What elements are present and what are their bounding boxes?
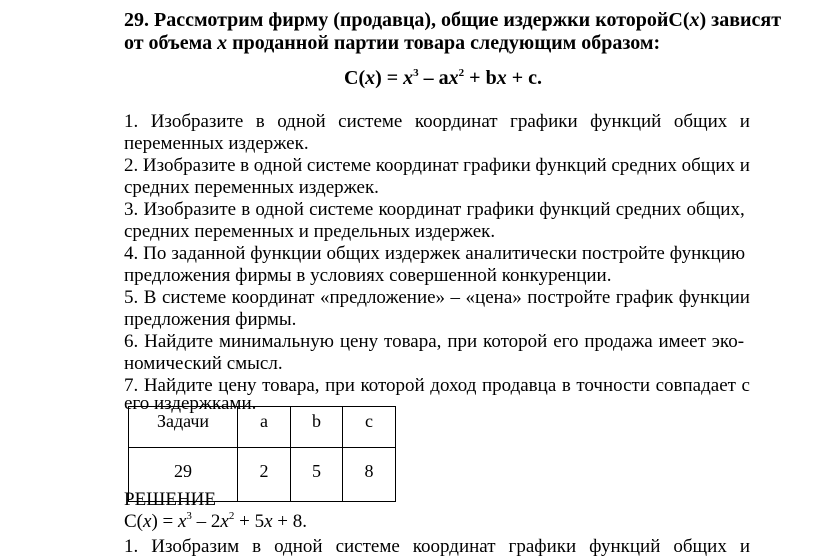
word: которой [483,331,548,352]
task-1-line1 [124,111,750,133]
title-text: проданной партии товара следующим образом: [227,32,661,54]
formula-part: x [403,67,414,89]
word: в [561,375,571,396]
solution-heading: РЕШЕНИЕ [124,489,216,510]
word: при [325,375,355,396]
solution-step-1-line1 [124,536,750,558]
word: координат [414,111,498,132]
word: доход [430,375,477,396]
formula-part: + b [464,67,497,89]
formula-part: C( [124,511,143,532]
word: которой [360,375,425,396]
formula-exponent: 3 [186,510,192,522]
word: в [255,111,265,132]
word: имеет [658,331,706,352]
formula-part: C( [344,67,366,89]
formula-exponent: 2 [228,510,235,522]
word: минимальную [218,331,334,352]
word: графики [510,111,578,132]
word: цену [218,375,257,396]
title-text: от объема [124,32,218,54]
formula-part: + 8. [272,511,307,532]
parameters-table [128,406,396,502]
word: и [739,111,750,132]
word: и [739,536,750,557]
word: и [739,155,750,176]
word: одной [255,199,304,220]
task-3-line1 [124,199,750,221]
task-2-line1 [124,155,750,177]
word: одной [277,111,326,132]
word: «предложение» [319,287,446,308]
title-var: x [217,32,228,54]
table-header-cell: b [291,407,343,448]
word: системе [161,287,227,308]
word: 3. [124,199,139,220]
title-text: ) зависят [699,9,782,31]
solution-formula [124,511,307,533]
formula-part: x [177,511,187,532]
title-text: С( [668,9,690,31]
word: в [241,199,251,220]
word: Изобразите [142,155,236,176]
word: продавца [481,375,557,396]
word: системе [306,155,372,176]
table-header-cell: c [343,407,396,448]
word: 1. [124,111,139,132]
problem-title-line2 [124,32,660,54]
table-cell: 29 [129,448,238,502]
word: функции [250,243,322,264]
word: цену [339,331,379,352]
word: средних [615,199,682,220]
task-6-line1 [124,331,750,353]
table-cell: 2 [238,448,291,502]
formula-part: x [264,511,273,532]
word: системе [309,199,374,220]
word: – [450,287,461,308]
table-header-row [129,407,396,448]
word: общих [681,155,736,176]
formula-part: ) = [151,511,178,532]
task-2-line2: средних переменных издержек. [124,177,379,198]
formula-part: – a [418,67,449,89]
word: средних [611,155,677,176]
word: координат [412,536,496,557]
word: координат [231,287,315,308]
title-text: 29. Рассмотрим фирму (продавца), общие издержки которой [124,9,669,31]
task-1-line2: переменных издержек. [124,133,309,154]
word: при [447,331,478,352]
word: график [615,287,674,308]
word: 1. [124,536,139,557]
formula-part: + c. [506,67,542,89]
formula-part: ) = [375,67,404,89]
problem-title-line1 [124,9,782,31]
word: эко- [711,331,745,352]
word: одной [253,155,303,176]
word: 5. [124,287,139,308]
word: графики [508,536,577,557]
task-5-line1 [124,287,750,309]
word: точности [576,375,651,396]
formula-part: + 5 [234,511,265,532]
word: товара, [262,375,320,396]
word: общих [673,111,728,132]
word: По [143,243,167,264]
formula-part: x [220,511,229,532]
formula-part: x [365,67,376,89]
word: аналитически [465,243,577,264]
cost-formula [344,67,542,89]
task-5-line2: предложения фирмы. [124,309,297,330]
word: с [741,375,750,396]
word: Найдите [143,375,213,396]
table-cell: 5 [291,448,343,502]
table-cell: 8 [343,448,396,502]
formula-part: – 2 [191,511,221,532]
word: 2. [124,155,139,176]
word: постройте [581,243,665,264]
task-6-line2: номический смысл. [124,353,283,374]
table-header-cell: a [238,407,291,448]
task-4-line1 [124,243,750,265]
word: функцию [669,243,746,264]
word: товара, [384,331,442,352]
word: функции [678,287,750,308]
formula-part: x [448,67,459,89]
word: Изобразите [143,199,237,220]
formula-part: x [143,511,152,532]
task-4-line2: предложения фирмы в условиях совершенной конкуренции. [124,265,612,286]
word: Изобразим [151,536,240,557]
word: 4. [124,243,139,264]
word: координат [375,155,459,176]
word: В [143,287,157,308]
word: функций [589,536,661,557]
word: 7. [124,375,139,396]
formula-exponent: 3 [413,67,419,79]
word: его [553,331,579,352]
word: функций [539,199,611,220]
title-var: x [689,9,700,31]
word: общих [326,243,380,264]
word: 6. [124,331,139,352]
word: в [252,536,262,557]
word: системе [338,111,403,132]
word: системе [335,536,400,557]
word: одной [274,536,323,557]
word: совпадает [655,375,736,396]
word: функций [590,111,662,132]
formula-part: x [496,67,507,89]
word: издержек [384,243,461,264]
word: Найдите [144,331,214,352]
word: общих, [686,199,745,220]
word: координат [378,199,462,220]
table-header-cell: Задачи [129,407,238,448]
word: общих [673,536,727,557]
word: Изобразите [150,111,244,132]
task-3-line2: средних переменных и предельных издержек. [124,221,496,242]
task-7-line2: его издержками. [124,393,257,414]
formula-exponent: 2 [458,67,465,79]
word: продажа [584,331,653,352]
word: графики [463,155,531,176]
word: постройте [527,287,611,308]
word: в [240,155,250,176]
word: заданной [171,243,246,264]
word: функций [535,155,607,176]
word: «цена» [465,287,522,308]
word: графики [466,199,535,220]
